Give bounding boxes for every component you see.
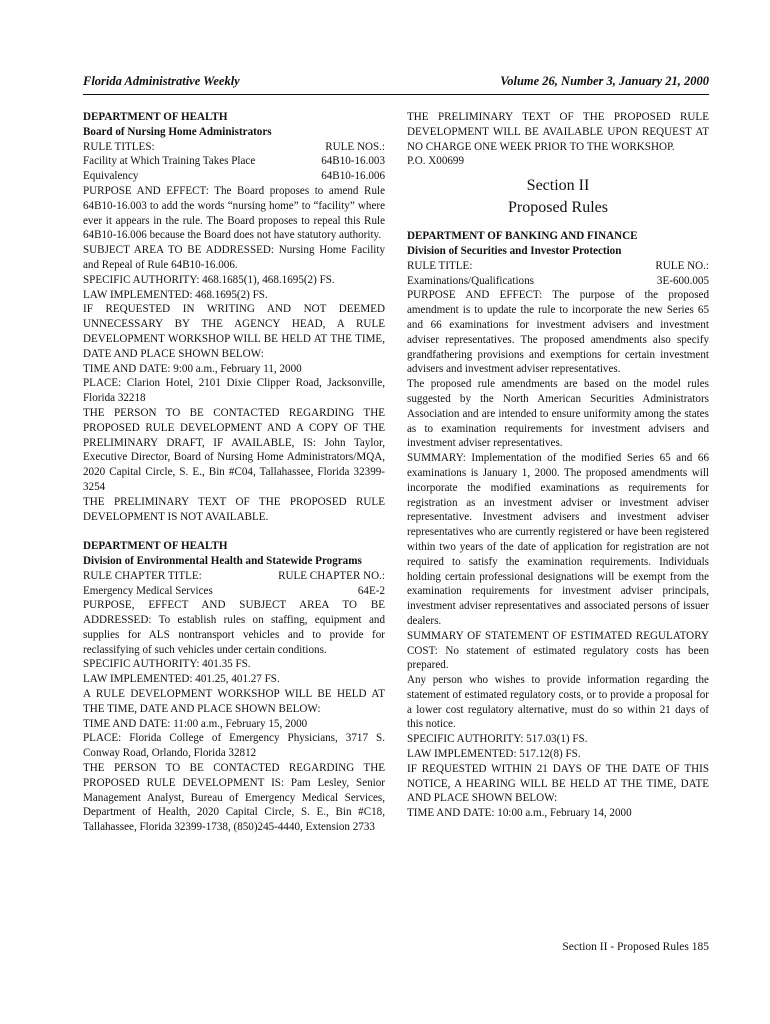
- purpose-paragraph: PURPOSE AND EFFECT: The purpose of the proposed amendment is to update the rule to incorporate the new Series 65 and 66 examinations for investment advisers and investment adviser representatives. The proposed amendments also specify grandfathering provisions and exemptions for certain investment advisers and investment adviser representatives.: [407, 289, 709, 376]
- time-date-line: TIME AND DATE: 11:00 a.m., February 15, 2000: [83, 717, 308, 730]
- authority-line: SPECIFIC AUTHORITY: 401.35 FS.: [83, 658, 251, 671]
- purpose-continuation-paragraph: The proposed rule amendments are based on the model rules suggested by the North American Securities Administrators Association and are intended to ensure uniformity among the states as to examination requirements for investment advisers and investment adviser representatives.: [407, 378, 709, 450]
- place-paragraph: PLACE: Florida College of Emergency Physicians, 3717 S. Conway Road, Orlando, Florida 32812: [83, 732, 385, 760]
- rule-number: 3E-600.005: [656, 274, 709, 287]
- rule-row: [83, 169, 385, 184]
- department-heading: DEPARTMENT OF HEALTH: [83, 111, 228, 123]
- authority-line: SPECIFIC AUTHORITY: 468.1685(1), 468.1695(2) FS.: [83, 273, 335, 286]
- spacer: [83, 524, 385, 539]
- rule-title-label: RULE TITLE:: [407, 259, 473, 272]
- department-heading: DEPARTMENT OF HEALTH: [83, 540, 228, 553]
- subject-paragraph: SUBJECT AREA TO BE ADDRESSED: Nursing Home Facility and Repeal of Rule 64B10-16.006.: [83, 244, 385, 271]
- notice-banking-finance: [407, 229, 709, 821]
- notice-nursing-home: [83, 110, 385, 524]
- hearing-paragraph: IF REQUESTED WITHIN 21 DAYS OF THE DATE OF THIS NOTICE, A HEARING WILL BE HELD AT THE TIME, DATE AND PLACE SHOWN BELOW:: [407, 762, 709, 805]
- summary-paragraph: SUMMARY: Implementation of the modified Series 65 and 66 examinations is January 1, 2000. The proposed amendments will incorporate the modified examinations as requirements for registration as an investment adviser or investment adviser representative. Investment advisers and investment adviser representatives who are currently registered or have been registered within two years of the date of application for registration are not required to satisfy the examination requirements. Individuals holding certain professional designations will be exempt from the examination requirements for investment adviser principals, investment adviser representatives and associated persons of issuer dealers.: [407, 452, 709, 627]
- law-line: LAW IMPLEMENTED: 468.1695(2) FS.: [83, 288, 268, 301]
- division-heading: Division of Environmental Health and Statewide Programs: [83, 554, 362, 567]
- left-column: [83, 110, 385, 835]
- section-subtitle: Proposed Rules: [508, 199, 608, 217]
- rule-chapter-number: 64E-2: [357, 584, 385, 597]
- time-date-line: TIME AND DATE: 9:00 a.m., February 11, 2000: [83, 362, 302, 375]
- rule-chapter-title-label: RULE CHAPTER TITLE:: [83, 569, 202, 582]
- workshop-paragraph: IF REQUESTED IN WRITING AND NOT DEEMED UNNECESSARY BY THE AGENCY HEAD, A RULE DEVELOPMENT WORKSHOP WILL BE HELD AT THE TIME, DATE AND PLACE SHOWN BELOW:: [83, 303, 385, 360]
- rule-labels-row: [83, 140, 385, 155]
- rule-labels-row: [83, 569, 385, 584]
- rule-chapter-title: Emergency Medical Services: [83, 584, 213, 597]
- preliminary-text-paragraph: THE PRELIMINARY TEXT OF THE PROPOSED RULE DEVELOPMENT IS NOT AVAILABLE.: [83, 495, 385, 523]
- publication-title: Florida Administrative Weekly: [83, 74, 240, 88]
- notice-emergency-medical: [83, 539, 385, 835]
- rule-labels-row: [407, 259, 709, 274]
- section-title: Section II: [526, 177, 590, 195]
- rule-title: Examinations/Qualifications: [407, 274, 534, 287]
- rule-row: [83, 154, 385, 169]
- division-heading: Board of Nursing Home Administrators: [83, 125, 272, 138]
- department-heading: DEPARTMENT OF BANKING AND FINANCE: [407, 230, 638, 243]
- time-date-line: TIME AND DATE: 10:00 a.m., February 14, 2000: [407, 807, 632, 820]
- information-paragraph: Any person who wishes to provide information regarding the statement of estimated regulatory costs, or to provide a proposal for a lower cost regulatory alternative, must do so within 21 days of this notice.: [407, 674, 709, 731]
- authority-line: SPECIFIC AUTHORITY: 517.03(1) FS.: [407, 733, 588, 746]
- place-paragraph: PLACE: Clarion Hotel, 2101 Dixie Clipper Road, Jacksonville, Florida 32218: [83, 377, 385, 405]
- section-heading: [407, 175, 709, 219]
- continuation-paragraph: THE PRELIMINARY TEXT OF THE PROPOSED RULE DEVELOPMENT WILL BE AVAILABLE UPON REQUEST AT NO CHARGE ONE WEEK PRIOR TO THE WORKSHOP.: [407, 111, 709, 153]
- po-number: P.O. X00699: [407, 155, 465, 168]
- contact-paragraph: THE PERSON TO BE CONTACTED REGARDING THE PROPOSED RULE DEVELOPMENT AND A COPY OF THE PRELIMINARY DRAFT, IF AVAILABLE, IS: John Taylor, Executive Director, Board of Nursing Home Administrators/MQA, 2020 Capital Circle, S. E., Bin #C04, Tallahassee, Florida 32399-3254: [83, 406, 385, 493]
- header-divider: [83, 94, 709, 95]
- rule-titles-label: RULE TITLES:: [83, 140, 155, 153]
- rule-number: 64B10-16.006: [321, 170, 385, 183]
- issue-info: Volume 26, Number 3, January 21, 2000: [500, 74, 709, 88]
- contact-paragraph: THE PERSON TO BE CONTACTED REGARDING THE PROPOSED RULE DEVELOPMENT IS: Pam Lesley, Senior Management Analyst, Bureau of Emergency Medical Services, Department of Health, 2020 Capital Circle, S. E., Bin #C18, Tallahassee, Florida 32399-1738, (850)245-4440, Extension 2733: [83, 762, 385, 834]
- running-header: [83, 74, 709, 94]
- purpose-paragraph: PURPOSE, EFFECT AND SUBJECT AREA TO BE ADDRESSED: To establish rules on staffing, equipment and supplies for ALS nontransport vehicles and to provide for reclassifying of such vehicles under certain conditions.: [83, 599, 385, 656]
- rule-number: 64B10-16.003: [321, 155, 385, 168]
- law-line: LAW IMPLEMENTED: 517.12(8) FS.: [407, 748, 581, 761]
- regulatory-cost-paragraph: SUMMARY OF STATEMENT OF ESTIMATED REGULATORY COST: No statement of estimated regulatory costs has been prepared.: [407, 629, 709, 672]
- rule-row: [407, 274, 709, 289]
- right-column: [407, 110, 709, 821]
- rule-row: [83, 584, 385, 599]
- law-line: LAW IMPLEMENTED: 401.25, 401.27 FS.: [83, 673, 280, 686]
- rule-title: Equivalency: [83, 170, 139, 183]
- division-heading: Division of Securities and Investor Protection: [407, 244, 622, 257]
- rule-title: Facility at Which Training Takes Place: [83, 155, 256, 168]
- page-footer: Section II - Proposed Rules 185: [562, 941, 709, 953]
- rule-no-label: RULE NO.:: [655, 259, 709, 272]
- purpose-paragraph: PURPOSE AND EFFECT: The Board proposes to amend Rule 64B10-16.003 to add the words “nursing home” to “facility” where ever it appears in the rule. The Board proposes to repeal this Rule 64B10-16.006 because the Board does not have statutory authority.: [83, 184, 385, 242]
- rule-nos-label: RULE NOS.:: [325, 140, 385, 153]
- rule-chapter-no-label: RULE CHAPTER NO.:: [278, 569, 385, 582]
- workshop-paragraph: A RULE DEVELOPMENT WORKSHOP WILL BE HELD AT THE TIME, DATE AND PLACE SHOWN BELOW:: [83, 688, 385, 715]
